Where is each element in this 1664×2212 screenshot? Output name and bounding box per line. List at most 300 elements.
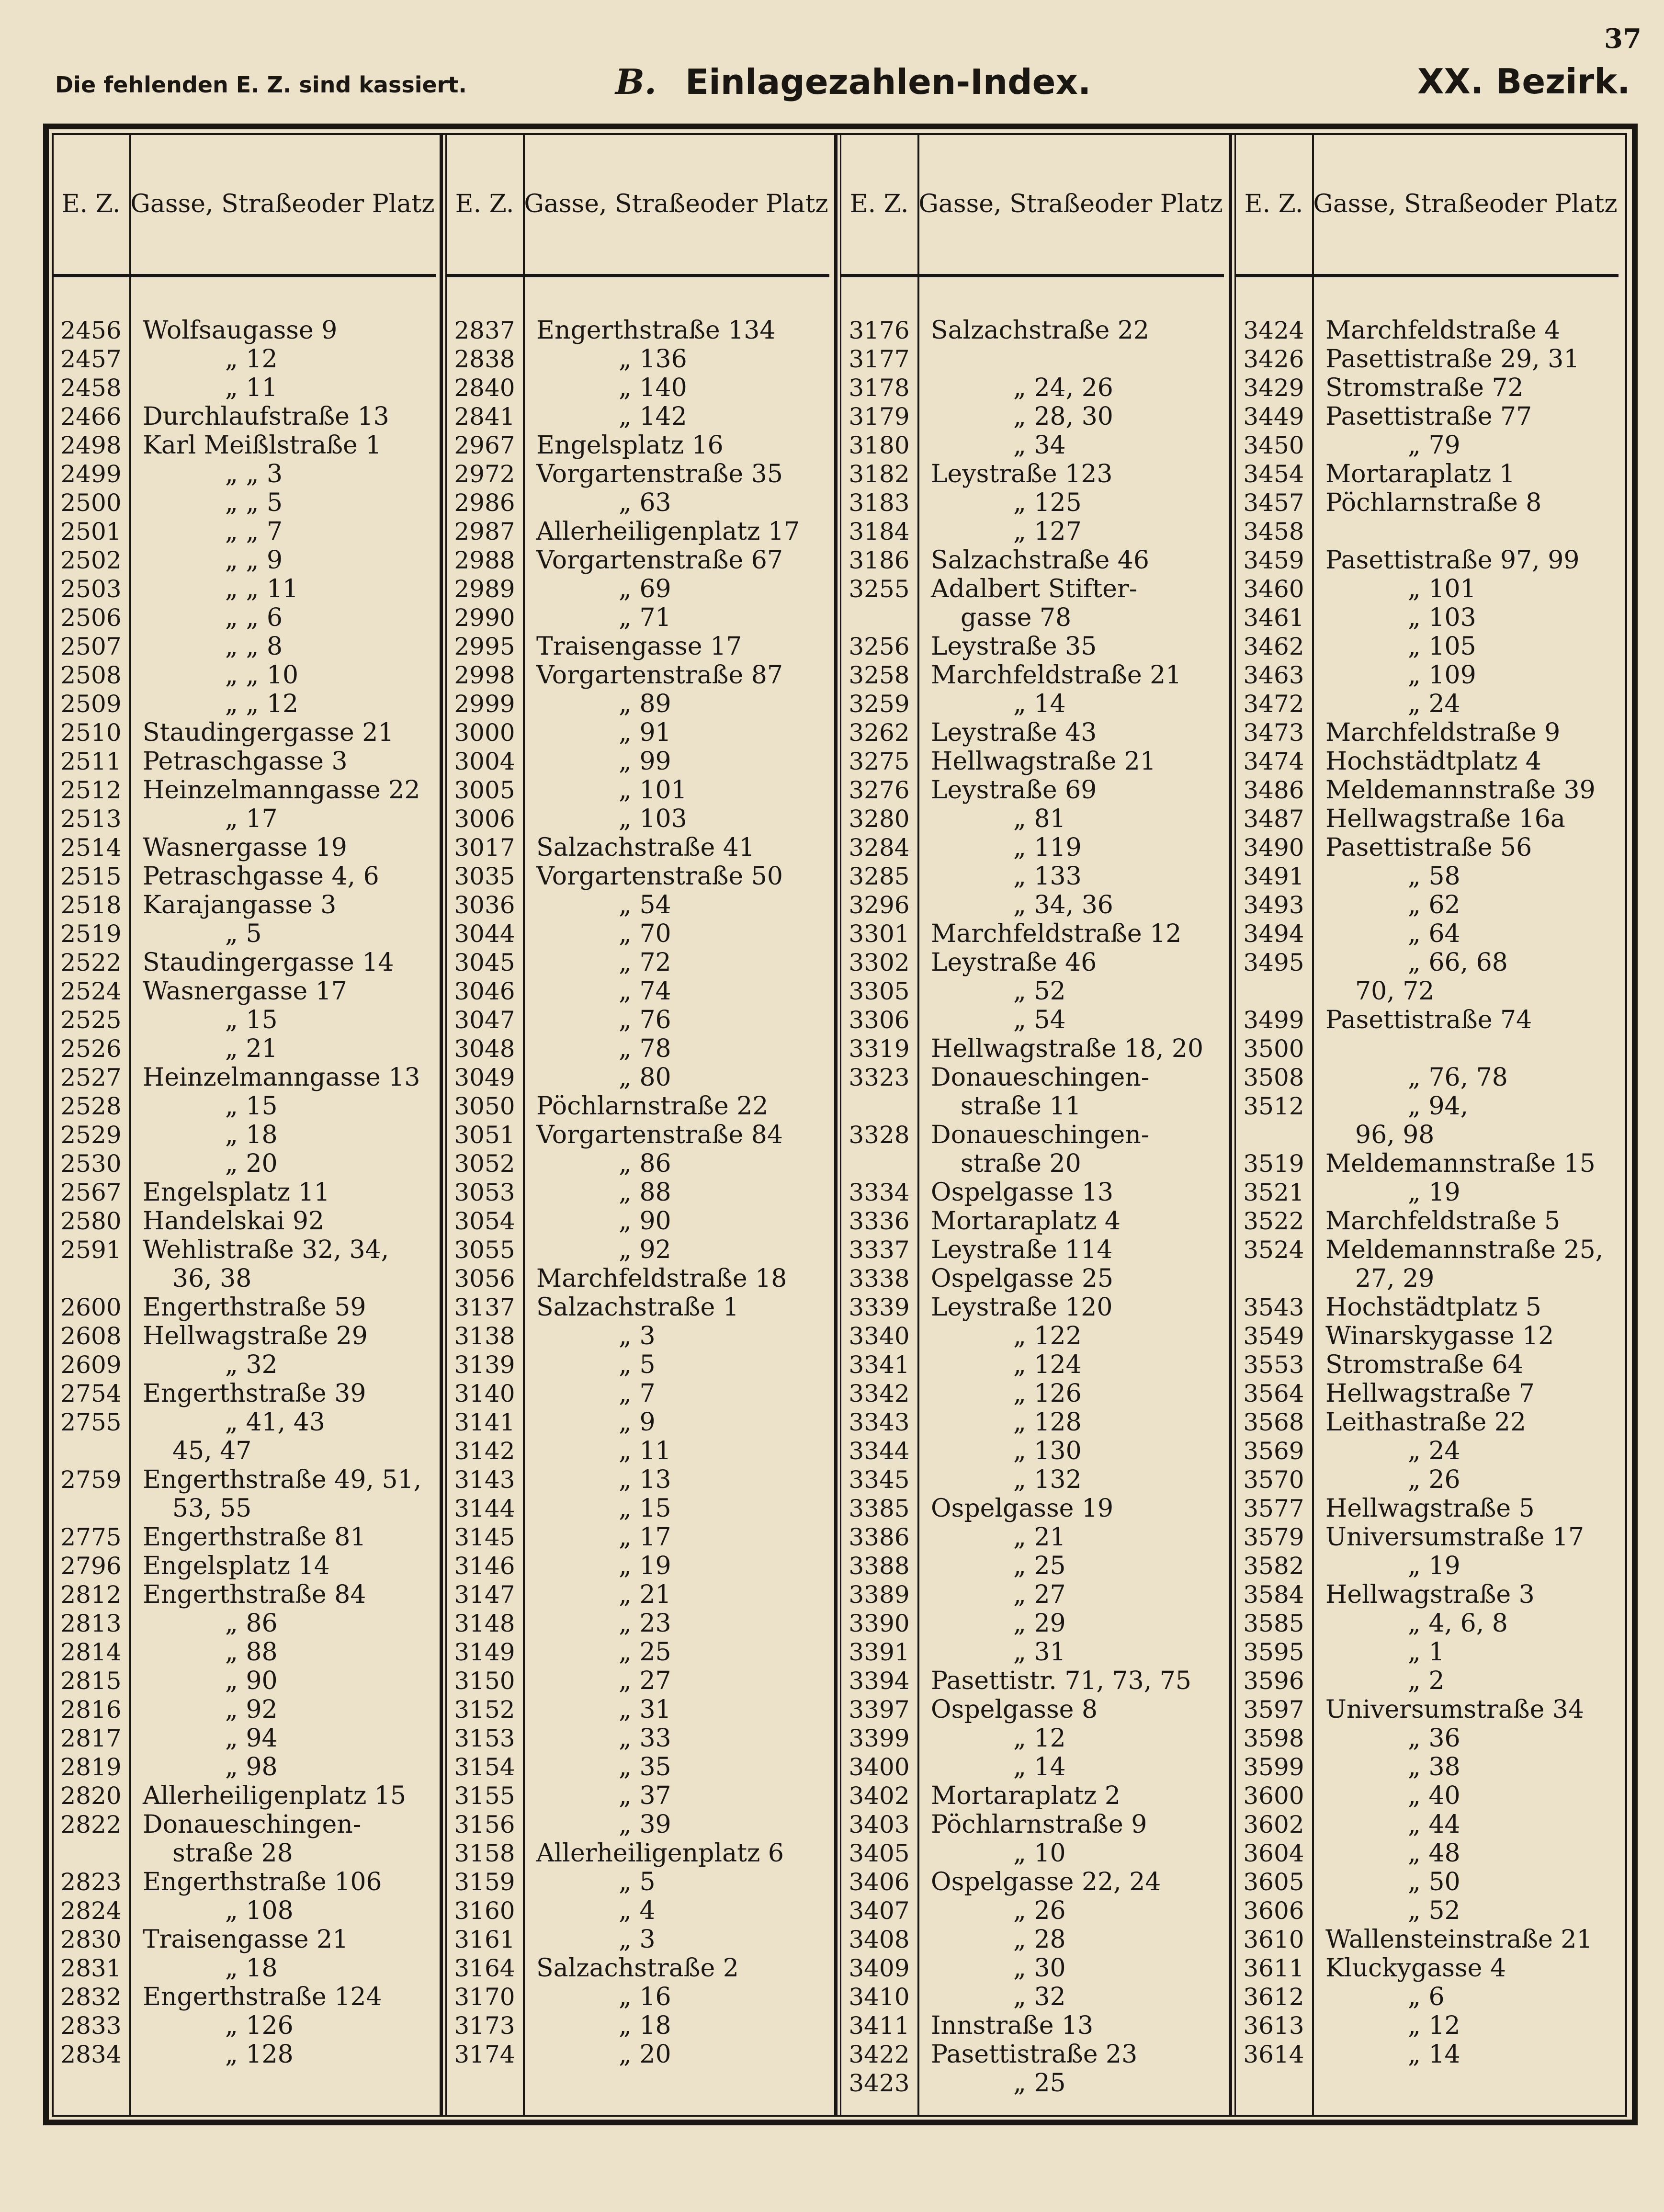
street-name: „ 133 <box>1013 862 1082 891</box>
street-name: Leystraße 114 <box>931 1236 1113 1264</box>
ez-number: 2519 <box>60 920 122 948</box>
table-row <box>1235 747 1619 776</box>
ez-number: 3491 <box>1243 862 1304 890</box>
ez-number: 2591 <box>60 1236 122 1264</box>
table-row <box>1235 1264 1619 1293</box>
table-row <box>1235 1149 1619 1178</box>
street-name: Mortaraplatz 2 <box>931 1781 1121 1810</box>
table-row <box>841 1034 1224 1063</box>
street-name: Karajangasse 3 <box>143 891 337 919</box>
street-name: „ 69 <box>619 575 671 603</box>
ez-number: 2775 <box>60 1523 122 1551</box>
street-name: „ 3 <box>619 1322 656 1350</box>
header-street-line2: oder Platz <box>1094 190 1223 219</box>
group-rule <box>1229 133 1232 2117</box>
ez-number: 3399 <box>849 1724 910 1752</box>
table-row <box>841 1379 1224 1408</box>
table-row <box>53 690 436 718</box>
table-row <box>446 488 829 517</box>
table-row <box>841 1667 1224 1695</box>
street-name: „ 76 <box>619 1006 671 1034</box>
ez-number: 3337 <box>849 1236 910 1264</box>
ez-number: 3598 <box>1243 1724 1304 1752</box>
ez-number: 2816 <box>60 1696 122 1724</box>
table-row <box>53 2011 436 2040</box>
ez-number: 3139 <box>454 1351 515 1379</box>
street-name: „ 16 <box>619 1983 671 2011</box>
street-name: „ 5 <box>225 919 262 948</box>
header-note: Die fehlenden E. Z. sind kassiert. <box>55 72 467 98</box>
street-name: Wasnergasse 19 <box>143 833 347 862</box>
street-name: „ 10 <box>1013 1839 1066 1868</box>
table-row <box>841 1839 1224 1868</box>
ez-number: 3385 <box>849 1495 910 1522</box>
ez-number: 2580 <box>60 1207 122 1235</box>
street-name: Salzachstraße 2 <box>536 1954 739 1983</box>
street-name: „ „ 5 <box>225 488 283 517</box>
street-name: „ 72 <box>619 948 671 977</box>
street-name: „ 19 <box>1408 1552 1460 1580</box>
ez-number: 3306 <box>849 1006 910 1034</box>
ez-number: 3486 <box>1243 776 1304 804</box>
ez-number: 3409 <box>849 1954 910 1982</box>
street-name: Hochstädtplatz 4 <box>1325 747 1541 776</box>
ez-number: 3302 <box>849 949 910 976</box>
street-name: „ 3 <box>619 1925 656 1954</box>
street-name: „ 32 <box>225 1350 278 1379</box>
header-ez: E. Z. <box>1244 190 1303 219</box>
ez-number: 2755 <box>60 1408 122 1436</box>
street-name: „ 125 <box>1013 488 1082 517</box>
table-row <box>1235 1868 1619 1896</box>
table-row <box>1235 1465 1619 1494</box>
ez-number: 3460 <box>1243 575 1304 603</box>
table-row <box>841 1983 1224 2011</box>
ez-number: 2988 <box>454 546 515 574</box>
street-name: „ 28 <box>1013 1925 1066 1954</box>
street-name: Universumstraße 17 <box>1325 1523 1585 1552</box>
street-name: „ 79 <box>1408 431 1460 460</box>
ez-number: 3328 <box>849 1121 910 1149</box>
street-name: „ 21 <box>1013 1523 1066 1552</box>
table-row <box>53 1494 436 1523</box>
ez-number: 2817 <box>60 1724 122 1752</box>
street-name: Allerheiligenplatz 17 <box>536 517 800 546</box>
table-row <box>1235 1552 1619 1580</box>
ez-number: 3000 <box>454 719 515 747</box>
ez-number: 3275 <box>849 748 910 775</box>
table-row <box>841 1465 1224 1494</box>
street-name: „ 126 <box>1013 1379 1082 1408</box>
ez-number: 3569 <box>1243 1437 1304 1465</box>
table-row <box>1235 1983 1619 2011</box>
street-name: Pasettistraße 23 <box>931 2040 1138 2069</box>
ez-number: 3338 <box>849 1265 910 1293</box>
street-name: „ 15 <box>619 1494 671 1523</box>
street-name: Karl Meißlstraße 1 <box>143 431 382 460</box>
table-row <box>841 1207 1224 1236</box>
ez-number: 3158 <box>454 1839 515 1867</box>
street-name: „ 44 <box>1408 1810 1460 1839</box>
table-row <box>841 1063 1224 1092</box>
section-letter: B. <box>615 61 657 102</box>
street-name: Mortaraplatz 1 <box>1325 460 1515 488</box>
ez-number: 3429 <box>1243 374 1304 402</box>
header-rule <box>1235 274 1619 277</box>
street-name: Marchfeldstraße 4 <box>1325 316 1561 345</box>
ez-number: 3570 <box>1243 1466 1304 1494</box>
table-row <box>1235 1322 1619 1350</box>
ez-number: 2967 <box>454 431 515 459</box>
street-name: „ 103 <box>619 805 687 833</box>
street-name: Stromstraße 64 <box>1325 1350 1524 1379</box>
ez-number: 2838 <box>454 345 515 373</box>
table-row <box>53 1178 436 1207</box>
ez-number: 3599 <box>1243 1753 1304 1781</box>
ez-number: 2527 <box>60 1064 122 1091</box>
ez-number: 3389 <box>849 1581 910 1609</box>
ez-number: 2608 <box>60 1322 122 1350</box>
table-row <box>53 1868 436 1896</box>
ez-number: 2832 <box>60 1983 122 2011</box>
street-name: „ 15 <box>225 1006 278 1034</box>
group-rule <box>834 133 838 2117</box>
table-row <box>1235 316 1619 345</box>
table-row <box>53 747 436 776</box>
ez-number: 3006 <box>454 805 515 833</box>
ez-number: 3055 <box>454 1236 515 1264</box>
table-row <box>53 776 436 805</box>
street-name: „ 66, 68 <box>1408 948 1508 977</box>
table-row <box>53 575 436 603</box>
table-row <box>1235 919 1619 948</box>
street-name: „ 39 <box>619 1810 671 1839</box>
ez-number: 3585 <box>1243 1610 1304 1637</box>
header-street-line2: oder Platz <box>306 190 435 219</box>
ez-number: 3582 <box>1243 1552 1304 1580</box>
ez-number: 2823 <box>60 1868 122 1896</box>
street-name: „ 14 <box>1013 1753 1066 1781</box>
ez-number: 2998 <box>454 661 515 689</box>
table-row <box>841 977 1224 1006</box>
table-row <box>1235 776 1619 805</box>
table-row <box>446 1609 829 1638</box>
table-row <box>53 919 436 948</box>
ez-number: 3149 <box>454 1638 515 1666</box>
table-row <box>1235 1236 1619 1264</box>
street-name: Hellwagstraße 18, 20 <box>931 1034 1204 1063</box>
street-name: Vorgartenstraße 35 <box>536 460 783 488</box>
table-row <box>841 1494 1224 1523</box>
ez-number: 2514 <box>60 834 122 862</box>
ez-number: 3595 <box>1243 1638 1304 1666</box>
table-row <box>841 1408 1224 1437</box>
street-name: „ 109 <box>1408 661 1476 690</box>
table-row <box>841 431 1224 460</box>
table-row <box>446 1207 829 1236</box>
street-name: „ 5 <box>619 1350 656 1379</box>
table-row <box>841 1954 1224 1983</box>
table-row <box>446 690 829 718</box>
ez-number: 2458 <box>60 374 122 402</box>
street-name: „ 38 <box>1408 1753 1460 1781</box>
street-name: „ „ 8 <box>225 632 283 661</box>
street-name: Hellwagstraße 7 <box>1325 1379 1535 1408</box>
street-name: Leystraße 35 <box>931 632 1097 661</box>
table-row <box>841 1925 1224 1954</box>
ez-number: 3564 <box>1243 1380 1304 1407</box>
street-name: 70, 72 <box>1355 977 1435 1006</box>
street-name: „ 63 <box>619 488 671 517</box>
ez-number: 2987 <box>454 518 515 545</box>
street-name: Leithastraße 22 <box>1325 1408 1526 1437</box>
table-row <box>1235 1379 1619 1408</box>
table-row <box>446 1092 829 1121</box>
table-row <box>1235 862 1619 891</box>
street-name: „ „ 9 <box>225 546 283 575</box>
ez-number: 3463 <box>1243 661 1304 689</box>
table-row <box>53 632 436 661</box>
table-row <box>446 747 829 776</box>
ez-number: 3156 <box>454 1811 515 1838</box>
street-name: Salzachstraße 41 <box>536 833 755 862</box>
table-row <box>53 1580 436 1609</box>
ez-number: 2500 <box>60 489 122 517</box>
street-name: Leystraße 120 <box>931 1293 1113 1322</box>
street-name: Engelsplatz 14 <box>143 1552 330 1580</box>
ez-number: 3056 <box>454 1265 515 1293</box>
table-row <box>53 1437 436 1465</box>
table-row <box>841 919 1224 948</box>
street-name: „ 18 <box>225 1954 278 1983</box>
table-row <box>53 1236 436 1264</box>
table-row <box>53 718 436 747</box>
ez-number: 2518 <box>60 891 122 919</box>
ez-number: 2528 <box>60 1092 122 1120</box>
table-row <box>53 546 436 575</box>
district-label: XX. Bezirk. <box>1417 61 1630 102</box>
street-name: „ 24 <box>1408 1437 1460 1465</box>
ez-number: 3604 <box>1243 1839 1304 1867</box>
table-row <box>841 1350 1224 1379</box>
street-name: „ 101 <box>619 776 687 805</box>
table-row <box>446 1034 829 1063</box>
table-row <box>53 1695 436 1724</box>
table-row <box>1235 603 1619 632</box>
ez-number: 2508 <box>60 661 122 689</box>
ez-number: 2526 <box>60 1035 122 1063</box>
street-name: Marchfeldstraße 5 <box>1325 1207 1561 1236</box>
header-street-line1: Gasse, Straße <box>130 190 306 219</box>
ez-number: 2840 <box>454 374 515 402</box>
table-row <box>446 1954 829 1983</box>
ez-number: 3519 <box>1243 1150 1304 1178</box>
ez-number: 3411 <box>849 2012 910 2040</box>
street-name: Staudingergasse 21 <box>143 718 394 747</box>
street-name: Engelsplatz 16 <box>536 431 724 460</box>
street-name: Engerthstraße 59 <box>143 1293 366 1322</box>
table-row <box>446 1264 829 1293</box>
header-ez: E. Z. <box>61 190 121 219</box>
ez-number: 3494 <box>1243 920 1304 948</box>
table-row <box>446 1638 829 1667</box>
table-row <box>446 1322 829 1350</box>
ez-number: 3340 <box>849 1322 910 1350</box>
street-name: „ 36 <box>1408 1724 1460 1753</box>
street-name: Engelsplatz 11 <box>143 1178 330 1207</box>
table-row <box>841 948 1224 977</box>
ez-number: 2990 <box>454 604 515 632</box>
street-name: „ 4, 6, 8 <box>1408 1609 1508 1638</box>
ez-number: 3153 <box>454 1724 515 1752</box>
ez-number: 3259 <box>849 690 910 718</box>
street-name: „ 2 <box>1408 1667 1445 1695</box>
table-row <box>841 1552 1224 1580</box>
street-name: Pöchlarnstraße 22 <box>536 1092 769 1121</box>
table-row <box>53 1465 436 1494</box>
ez-number: 3147 <box>454 1581 515 1609</box>
table-row <box>446 374 829 402</box>
ez-number: 2841 <box>454 403 515 431</box>
ez-number: 3543 <box>1243 1293 1304 1321</box>
ez-number: 3512 <box>1243 1092 1304 1120</box>
street-name: „ 35 <box>619 1753 671 1781</box>
street-name: „ 24, 26 <box>1013 374 1113 402</box>
ez-number: 3186 <box>849 546 910 574</box>
table-row <box>53 1379 436 1408</box>
ez-number: 3611 <box>1243 1954 1304 1982</box>
ez-number: 2814 <box>60 1638 122 1666</box>
table-row <box>53 1638 436 1667</box>
table-row <box>841 833 1224 862</box>
ez-number: 2515 <box>60 862 122 890</box>
table-row <box>446 977 829 1006</box>
ez-number: 3579 <box>1243 1523 1304 1551</box>
ez-number: 3045 <box>454 949 515 976</box>
street-name: Ospelgasse 22, 24 <box>931 1868 1161 1896</box>
ez-number: 3403 <box>849 1811 910 1838</box>
street-name: „ 23 <box>619 1609 671 1638</box>
ez-number: 2501 <box>60 518 122 545</box>
street-name: „ 90 <box>225 1667 278 1695</box>
table-row <box>1235 1896 1619 1925</box>
table-row <box>53 488 436 517</box>
table-row <box>841 2040 1224 2069</box>
table-row <box>1235 1925 1619 1954</box>
table-row <box>841 1092 1224 1121</box>
table-row <box>1235 546 1619 575</box>
ez-number: 3155 <box>454 1782 515 1810</box>
street-name: „ 105 <box>1408 632 1476 661</box>
ez-number: 3285 <box>849 862 910 890</box>
ez-number: 3487 <box>1243 805 1304 833</box>
table-row <box>1235 1523 1619 1552</box>
ez-number: 2456 <box>60 317 122 344</box>
ez-number: 3614 <box>1243 2041 1304 2068</box>
table-row <box>53 1523 436 1552</box>
ez-number: 3493 <box>1243 891 1304 919</box>
street-name: Durchlaufstraße 13 <box>143 402 389 431</box>
table-row <box>841 1121 1224 1149</box>
table-row <box>1235 1724 1619 1753</box>
ez-number: 2834 <box>60 2041 122 2068</box>
ez-number: 3137 <box>454 1293 515 1321</box>
table-row <box>446 1494 829 1523</box>
ez-number: 3049 <box>454 1064 515 1091</box>
street-name: Pasettistraße 74 <box>1325 1006 1532 1034</box>
street-name: „ 50 <box>1408 1868 1460 1896</box>
table-row <box>446 546 829 575</box>
street-name: „ 76, 78 <box>1408 1063 1508 1092</box>
ez-number: 2525 <box>60 1006 122 1034</box>
ez-number: 2513 <box>60 805 122 833</box>
street-name: Pasettistraße 77 <box>1325 402 1532 431</box>
table-row <box>446 833 829 862</box>
street-name: „ 94, <box>1408 1092 1469 1121</box>
street-name: „ 29 <box>1013 1609 1066 1638</box>
street-name: „ 136 <box>619 345 687 374</box>
ez-number: 3035 <box>454 862 515 890</box>
ez-number: 2457 <box>60 345 122 373</box>
ez-number: 2503 <box>60 575 122 603</box>
table-row <box>446 1695 829 1724</box>
table-row <box>53 1207 436 1236</box>
street-name: Kluckygasse 4 <box>1325 1954 1506 1983</box>
table-row <box>53 1724 436 1753</box>
table-row <box>1235 833 1619 862</box>
street-name: „ 74 <box>619 977 671 1006</box>
table-row <box>841 2011 1224 2040</box>
street-name: „ 18 <box>619 2011 671 2040</box>
street-name: „ 32 <box>1013 1983 1066 2011</box>
street-name: Ospelgasse 25 <box>931 1264 1114 1293</box>
street-name: straße 20 <box>961 1149 1081 1178</box>
street-name: „ 124 <box>1013 1350 1082 1379</box>
table-row <box>53 1063 436 1092</box>
ez-number: 3150 <box>454 1667 515 1695</box>
table-row <box>446 1552 829 1580</box>
street-name: „ 142 <box>619 402 687 431</box>
street-name: Wolfsaugasse 9 <box>143 316 338 345</box>
table-row <box>1235 1437 1619 1465</box>
table-row <box>1235 1609 1619 1638</box>
street-name: „ 48 <box>1408 1839 1460 1868</box>
ez-number: 3048 <box>454 1035 515 1063</box>
ez-number: 3296 <box>849 891 910 919</box>
street-name: „ 6 <box>1408 1983 1445 2011</box>
ez-number: 3490 <box>1243 834 1304 862</box>
ez-number: 3051 <box>454 1121 515 1149</box>
table-row <box>53 1149 436 1178</box>
street-name: „ 14 <box>1408 2040 1460 2069</box>
ez-number: 3142 <box>454 1437 515 1465</box>
ez-number: 3334 <box>849 1179 910 1206</box>
ez-number: 3146 <box>454 1552 515 1580</box>
ez-number: 3174 <box>454 2041 515 2068</box>
table-row <box>841 718 1224 747</box>
table-row <box>1235 1781 1619 1810</box>
street-name: Hellwagstraße 16a <box>1325 805 1565 833</box>
ez-number: 2466 <box>60 403 122 431</box>
table-row <box>841 374 1224 402</box>
table-row <box>53 948 436 977</box>
table-row <box>446 1063 829 1092</box>
ez-number: 3549 <box>1243 1322 1304 1350</box>
table-row <box>841 316 1224 345</box>
street-name: Pasettistraße 56 <box>1325 833 1532 862</box>
table-row <box>841 402 1224 431</box>
street-name: „ 52 <box>1013 977 1066 1006</box>
